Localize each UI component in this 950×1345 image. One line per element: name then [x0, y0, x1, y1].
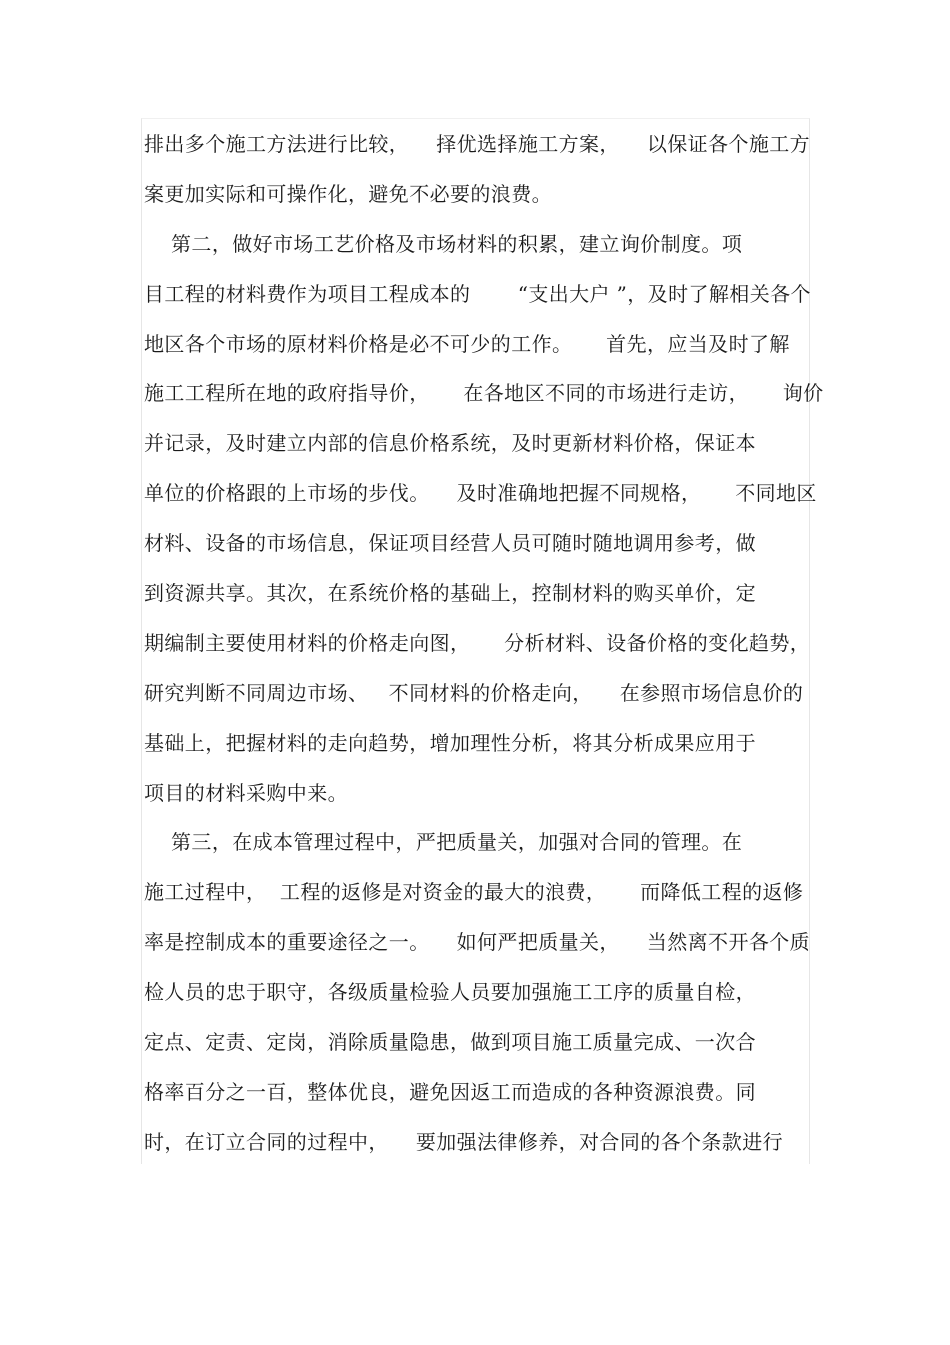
- text-line: 并记录，及时建立内部的信息价格系统，及时更新材料价格，保证本: [144, 431, 756, 456]
- text-line: 率是控制成本的重要途径之一。 如何严把质量关， 当然离不开各个质: [144, 930, 811, 955]
- text-line: 检人员的忠于职守，各级质量检验人员要加强施工工序的质量自检，: [144, 980, 756, 1005]
- text-line: 项目的材料采购中来。: [144, 780, 348, 805]
- text-line: 目工程的材料费作为项目工程成本的 “支出大户 ”，及时了解相关各个: [144, 281, 811, 306]
- text-line: 格率百分之一百，整体优良，避免因返工而造成的各种资源浪费。同: [144, 1079, 756, 1104]
- text-line: 施工过程中， 工程的返修是对资金的最大的浪费， 而降低工程的返修: [144, 880, 804, 905]
- text-line: 到资源共享。其次，在系统价格的基础上，控制材料的购买单价，定: [144, 581, 756, 606]
- text-line: 施工工程所在地的政府指导价， 在各地区不同的市场进行走访， 询价: [144, 381, 824, 406]
- text-line: 第三，在成本管理过程中，严把质量关，加强对合同的管理。在: [144, 830, 743, 855]
- text-line: 单位的价格跟的上市场的步伐。 及时准确地把握不同规格， 不同地区: [144, 481, 817, 506]
- text-line: 排出多个施工方法进行比较， 择优选择施工方案， 以保证各个施工方: [144, 132, 811, 156]
- text-line: 期编制主要使用材料的价格走向图， 分析材料、设备价格的变化趋势，: [144, 630, 811, 655]
- text-line: 基础上，把握材料的走向趋势，增加理性分析，将其分析成果应用于: [144, 730, 756, 755]
- text-line: 时，在订立合同的过程中， 要加强法律修养，对合同的各个条款进行: [144, 1129, 784, 1154]
- text-line: 案更加实际和可操作化，避免不必要的浪费。: [144, 181, 552, 206]
- text-line: 材料、设备的市场信息，保证项目经营人员可随时随地调用参考，做: [144, 531, 756, 556]
- text-line: 研究判断不同周边市场、 不同材料的价格走向， 在参照市场信息价的: [144, 680, 804, 705]
- text-line: 定点、定责、定岗，消除质量隐患，做到项目施工质量完成、一次合: [144, 1030, 756, 1055]
- text-line: 第二，做好市场工艺价格及市场材料的积累，建立询价制度。项: [144, 231, 743, 256]
- text-line: 地区各个市场的原材料价格是必不可少的工作。 首先，应当及时了解: [144, 331, 790, 356]
- document-body: [144, 120, 824, 1168]
